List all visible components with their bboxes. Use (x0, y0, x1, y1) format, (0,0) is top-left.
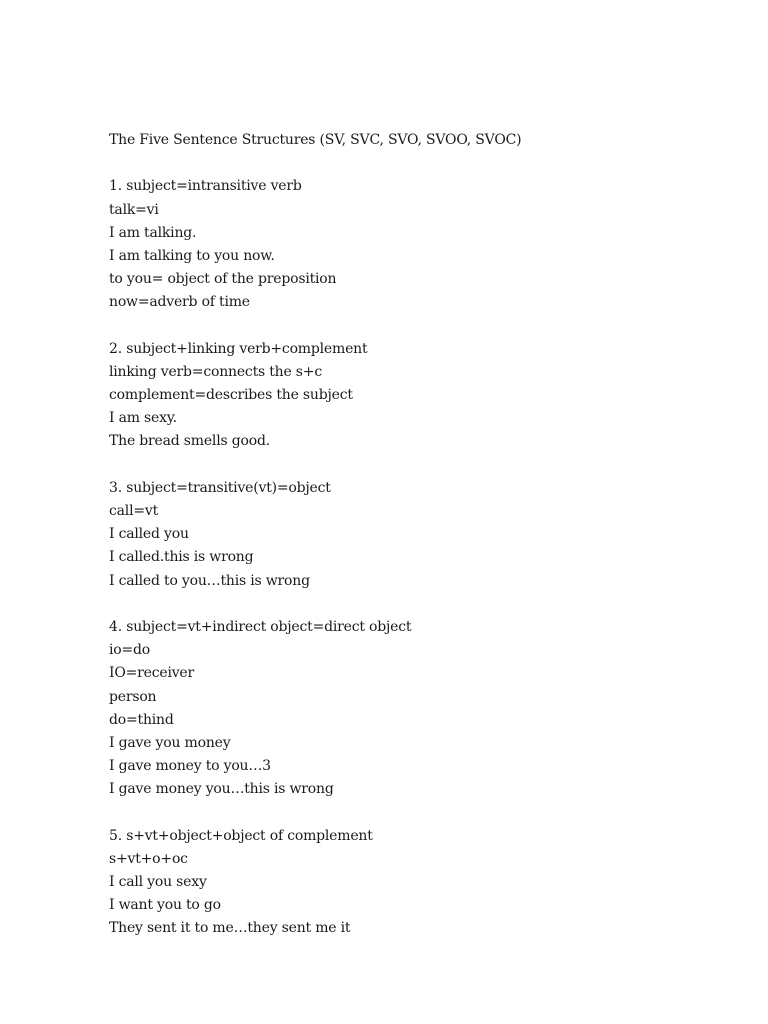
section-5 (109, 825, 729, 941)
section-line: I called.this is wrong (109, 549, 254, 566)
section-line: do=thind (109, 711, 174, 728)
section-line: They sent it to me…they sent me it (109, 920, 351, 937)
section-line: I gave money to you…3 (109, 758, 271, 775)
section-line: IO=receiver (109, 665, 195, 682)
section-line: to you= object of the preposition (109, 271, 337, 288)
section-line: io=do (109, 642, 151, 659)
section-heading: 5. s+vt+object+object of complement (109, 827, 373, 844)
section-2 (109, 338, 729, 454)
section-1 (109, 175, 729, 314)
section-line: I am talking to you now. (109, 247, 275, 264)
section-line: person (109, 688, 157, 705)
section-heading: 4. subject=vt+indirect object=direct object (109, 618, 412, 635)
document-body (109, 129, 729, 941)
section-line: now=adverb of time (109, 294, 250, 311)
section-line: I gave money you…this is wrong (109, 781, 334, 798)
spacer (109, 801, 729, 824)
section-heading: 1. subject=intransitive verb (109, 178, 302, 195)
spacer (109, 454, 729, 477)
section-line: talk=vi (109, 201, 159, 218)
section-3 (109, 477, 729, 593)
spacer (109, 152, 729, 175)
spacer (109, 315, 729, 338)
section-line: I want you to go (109, 897, 221, 914)
section-line: I am sexy. (109, 410, 177, 427)
section-line: I call you sexy (109, 874, 207, 890)
document-title: The Five Sentence Structures (SV, SVC, SVO, SVOO, SVOC) (109, 132, 522, 148)
section-line: I called you (109, 526, 189, 543)
section-line: I gave you money (109, 734, 231, 751)
section-line: The bread smells good. (109, 433, 270, 450)
section-heading: 2. subject+linking verb+complement (109, 340, 368, 357)
section-line: linking verb=connects the s+c (109, 363, 322, 380)
spacer (109, 593, 729, 616)
section-line: I am talking. (109, 224, 197, 241)
section-4 (109, 616, 729, 802)
section-line: call=vt (109, 503, 159, 519)
section-line: s+vt+o+oc (109, 850, 188, 867)
section-heading: 3. subject=transitive(vt)=object (109, 479, 331, 496)
section-line: complement=describes the subject (109, 387, 353, 404)
section-line: I called to you…this is wrong (109, 572, 310, 589)
